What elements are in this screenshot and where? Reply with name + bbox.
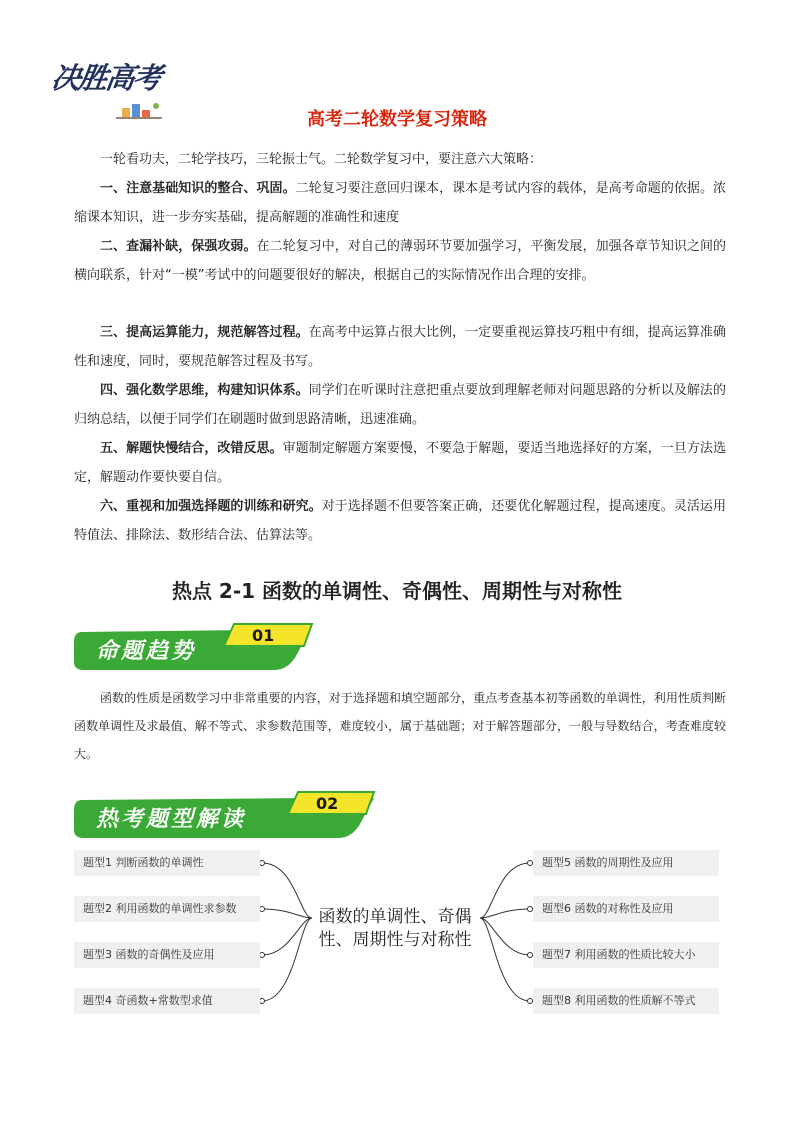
mindmap-type-3: 题型3 函数的奇偶性及应用 [74,942,260,968]
section-title: 热点 2-1 函数的单调性、奇偶性、周期性与对称性 [171,579,623,603]
strategy-5-heading: 五、解题快慢结合，改错反思。 [100,441,283,456]
banner-hot-types-number: 02 [316,794,339,813]
mindmap-type-4: 题型4 奇函数+常数型求值 [74,988,260,1014]
strategy-3-heading: 三、提高运算能力，规范解答过程。 [100,325,309,340]
mindmap-type-7: 题型7 利用函数的性质比较大小 [533,942,719,968]
mindmap-type-8: 题型8 利用函数的性质解不等式 [533,988,719,1014]
document-title: 高考二轮数学复习策略 [307,109,487,130]
mindmap-center-topic: 函数的单调性、奇偶性、周期性与对称性 [318,907,472,950]
strategy-1-text: 二轮复习要注意回归课本，课本是考试内容的载体，是高考命题的依据。浓缩课本知识，进一步夯实基础，提高解题的准确性和速度 [74,181,726,225]
banner-hot-types-label: 热考题型解读 [96,806,247,832]
mindmap-type-2: 题型2 利用函数的单调性求参数 [74,896,260,922]
strategy-6-text: 对于选择题不但要答案正确，还要优化解题过程，提高速度。灵活运用特值法、排除法、数形结合法、估算法等。 [74,499,726,543]
banner-trend-label: 命题趋势 [96,638,197,664]
strategy-6-heading: 六、重视和加强选择题的训练和研究。 [100,499,322,514]
banner-trend-number: 01 [252,626,275,645]
mindmap-type-5: 题型5 函数的周期性及应用 [533,850,719,876]
trend-paragraph: 函数的性质是函数学习中非常重要的内容，对于选择题和填空题部分，重点考查基本初等函数的单调性，利用性质判断函数单调性及求最值、解不等式、求参数范围等，难度较小，属于基础题；对于解答题部分，一般与导数结合，考查难度较大。 [74,691,726,761]
intro-paragraph: 一轮看功夫，二轮学技巧，三轮振士气。二轮数学复习中，要注意六大策略： [100,152,543,167]
strategy-4-text: 同学们在听课时注意把重点要放到理解老师对问题思路的分析以及解法的归纳总结，以便于同学们在刷题时做到思路清晰，迅速准确。 [74,383,726,427]
logo-text: 决胜高考 [49,61,163,95]
strategy-5-text: 审题制定解题方案要慢，不要急于解题，要适当地选择好的方案，一旦方法选定，解题动作要快要自信。 [74,441,726,485]
strategy-4-heading: 四、强化数学思维，构建知识体系。 [100,383,309,398]
strategy-1-heading: 一、注意基础知识的整合、巩固。 [100,181,296,196]
mindmap-type-1: 题型1 判断函数的单调性 [74,850,260,876]
strategy-3-text: 在高考中运算占很大比例，一定要重视运算技巧粗中有细，提高运算准确性和速度，同时，要规范解答过程及书写。 [74,325,726,369]
strategy-2-heading: 二、查漏补缺，保强攻弱。 [100,239,257,254]
mindmap-type-6: 题型6 函数的对称性及应用 [533,896,719,922]
strategy-2-text: 在二轮复习中，对自己的薄弱环节要加强学习，平衡发展，加强各章节知识之间的横向联系，针对“一模”考试中的问题要很好的解决，根据自己的实际情况作出合理的安排。 [74,239,726,283]
